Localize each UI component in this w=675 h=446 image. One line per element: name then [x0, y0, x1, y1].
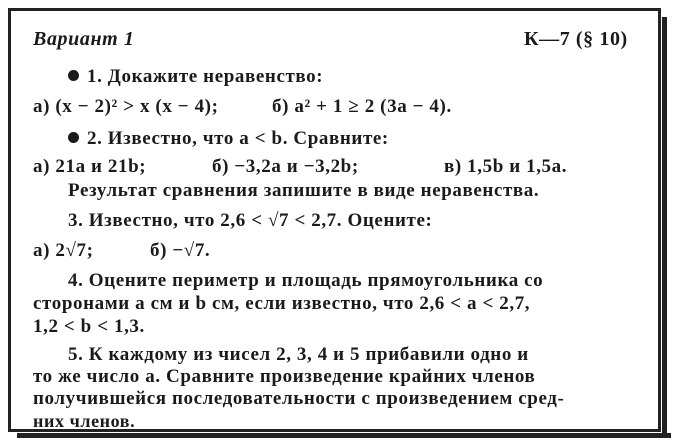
task-2-b: б) −3,2a и −3,2b;	[212, 156, 359, 177]
task-4-line-1: 4. Оцените периметр и площадь прямоугольника со	[68, 270, 544, 291]
task-3-a: а) 2√7;	[33, 240, 94, 261]
variant-title: Вариант 1	[33, 28, 135, 50]
task-2-c: в) 1,5b и 1,5a.	[444, 156, 568, 177]
task-2-a: а) 21a и 21b;	[33, 156, 147, 177]
task-1-title	[68, 66, 323, 88]
task-2-title	[68, 128, 389, 150]
task-4-line-2: сторонами a см и b см, если известно, что 2,6 < a < 2,7,	[33, 293, 531, 314]
task-5-line-1: 5. К каждому из чисел 2, 3, 4 и 5 прибавили одно и	[68, 344, 529, 365]
task-5-line-2: то же число a. Сравните произведение крайних членов	[33, 366, 536, 387]
task-3-title: 3. Известно, что 2,6 < √7 < 2,7. Оцените:	[68, 210, 433, 231]
task-1-title-text: 1. Докажите неравенство:	[87, 66, 324, 87]
task-2-note: Результат сравнения запишите в виде неравенства.	[68, 180, 540, 201]
task-1-b: б) a² + 1 ≥ 2 (3a − 4).	[272, 96, 452, 117]
bullet-icon	[68, 132, 79, 143]
task-5-line-3: получившейся последовательности с произведением сред-	[33, 388, 565, 409]
task-5-line-4: них членов.	[33, 411, 136, 431]
task-1-a: а) (x − 2)² > x (x − 4);	[33, 96, 219, 117]
task-3-b: б) −√7.	[150, 240, 211, 261]
test-code: К—7 (§ 10)	[524, 28, 628, 50]
bullet-icon	[68, 70, 79, 81]
task-4-line-3: 1,2 < b < 1,3.	[33, 316, 145, 337]
task-2-title-text: 2. Известно, что a < b. Сравните:	[87, 128, 389, 149]
